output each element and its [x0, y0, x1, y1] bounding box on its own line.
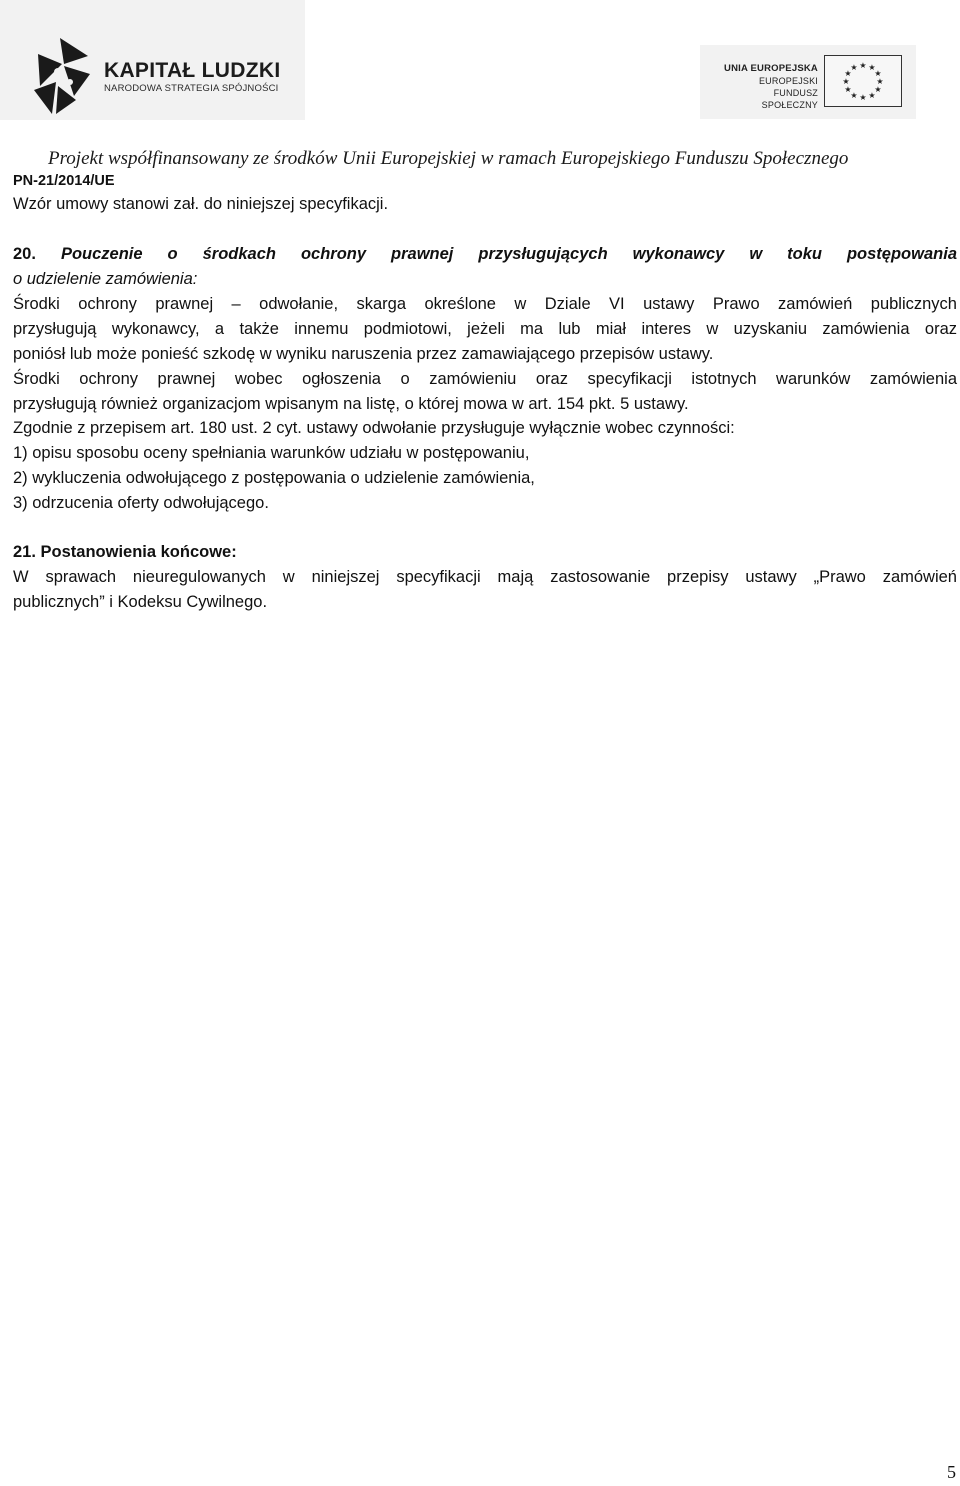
- list-item: 1) opisu sposobu oceny spełniania warunków udziału w postępowaniu,: [13, 444, 530, 462]
- svg-text:★: ★: [844, 69, 852, 78]
- eu-logo-line1: UNIA EUROPEJSKA: [724, 63, 818, 74]
- kapital-ludzki-title: KAPITAŁ LUDZKI: [104, 59, 281, 82]
- svg-text:★: ★: [868, 91, 876, 100]
- section-20-heading: [13, 243, 957, 265]
- kapital-ludzki-emblem-icon: [30, 34, 92, 118]
- section-20-p1-line1: Środki ochrony prawnej – odwołanie, skarga określone w Dziale VI ustawy Prawo zamówień publicznych: [13, 295, 957, 313]
- svg-text:★: ★: [850, 63, 858, 72]
- section-20-number: 20.: [13, 245, 36, 263]
- eu-efs-logo: [700, 45, 916, 119]
- list-item: 3) odrzucenia oferty odwołującego.: [13, 494, 269, 512]
- section-20-p2-line1: Środki ochrony prawnej wobec ogłoszenia o zamówieniu oraz specyfikacji istotnych warunków zamówienia: [13, 370, 957, 388]
- section-20-p2-line2: przysługują również organizacjom wpisanym na listę, o której mowa w art. 154 pkt. 5 ustawy.: [13, 395, 689, 413]
- svg-text:★: ★: [874, 69, 882, 78]
- list-item: 2) wykluczenia odwołującego z postępowania o udzielenie zamówienia,: [13, 469, 535, 487]
- page-number: 5: [947, 1462, 956, 1482]
- section-20-heading-line2: o udzielenie zamówienia:: [13, 270, 198, 288]
- project-cofinancing-line: Projekt współfinansowany ze środków Unii Europejskiej w ramach Europejskiego Funduszu Społecznego: [48, 148, 849, 169]
- svg-text:★: ★: [859, 93, 867, 102]
- section-21-heading: 21. Postanowienia końcowe:: [13, 543, 237, 561]
- section-20-p1-line2: przysługują wykonawcy, a także innemu podmiotowi, jeżeli ma lub miał interes w uzyskaniu zamówienia oraz: [13, 320, 957, 338]
- intro-line: Wzór umowy stanowi zał. do niniejszej specyfikacji.: [13, 195, 389, 213]
- reference-number: PN-21/2014/UE: [13, 173, 115, 189]
- svg-text:★: ★: [874, 85, 882, 94]
- kapital-ludzki-logo: [0, 0, 305, 120]
- section-20-p1-line3: poniósł lub może ponieść szkodę w wyniku naruszenia przez zamawiającego przepisów ustawy.: [13, 345, 714, 363]
- svg-text:★: ★: [850, 91, 858, 100]
- section-21-p1-line1: W sprawach nieuregulowanych w niniejszej specyfikacji mają zastosowanie przepisy ustawy „Prawo zamówień: [13, 568, 957, 586]
- section-20-p3: Zgodnie z przepisem art. 180 ust. 2 cyt. ustawy odwołanie przysługuje wyłącznie wobec czynności:: [13, 419, 735, 437]
- eu-flag-icon: [824, 55, 902, 107]
- svg-text:★: ★: [842, 77, 850, 86]
- section-21-p1-line2: publicznych” i Kodeksu Cywilnego.: [13, 593, 268, 611]
- kapital-ludzki-subtitle: NARODOWA STRATEGIA SPÓJNOŚCI: [104, 83, 279, 94]
- svg-text:★: ★: [859, 61, 867, 70]
- svg-text:★: ★: [844, 85, 852, 94]
- eu-logo-line2: EUROPEJSKI: [758, 76, 818, 86]
- eu-logo-line3: FUNDUSZ SPOŁECZNY: [761, 88, 818, 110]
- svg-text:★: ★: [876, 77, 884, 86]
- svg-text:★: ★: [868, 63, 876, 72]
- section-20-heading-line1: Pouczenie o środkach ochrony prawnej przysługujących wykonawcy w toku postępowania: [60, 245, 957, 263]
